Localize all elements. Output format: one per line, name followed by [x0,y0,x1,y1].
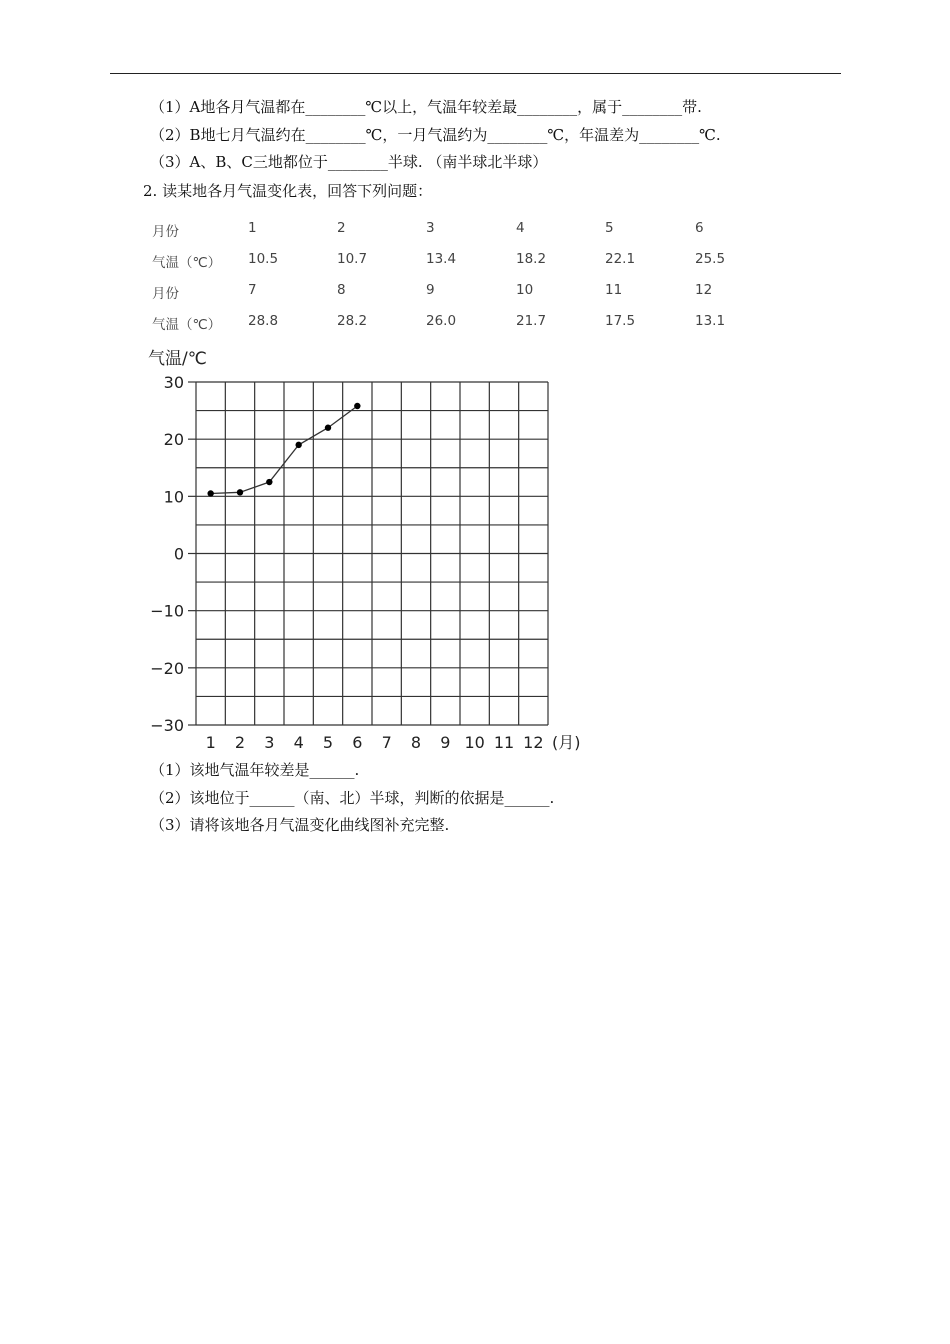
q2-title: 2. 读某地各月气温变化表，回答下列问题： [143,182,433,200]
x-tick-label: 2 [234,733,246,752]
data-point [325,425,331,431]
x-tick-label: 11 [493,733,515,752]
table-cell: 28.2 [337,313,368,329]
y-tick-label: 10 [163,487,184,507]
q1-part1: （1）A地各月气温都在________℃以上，气温年较差最________，属于________带. [150,98,702,116]
table-cell: 月份 [152,286,179,302]
data-point [295,442,301,448]
table-cell: 26.0 [426,313,457,329]
table-cell: 4 [516,220,525,236]
table-cell: 3 [426,220,435,236]
x-tick-label: 3 [264,733,275,752]
y-tick-label: 30 [163,373,184,392]
x-tick-label: 7 [381,733,392,752]
x-tick-label: 8 [410,733,422,752]
table-cell: 13.1 [695,313,726,329]
header-rule [110,73,841,74]
q2-sub2: （2）该地位于______（南、北）半球，判断的依据是______. [150,789,555,807]
y-tick-labels [150,373,196,735]
x-tick-label: 9 [440,733,451,752]
y-tick-label: −20 [150,658,184,678]
y-tick-label: −30 [150,716,184,735]
table-cell: 6 [695,220,704,236]
x-tick-label: 10 [464,733,485,752]
x-tick-label: 4 [293,733,304,752]
table-cell: 17.5 [605,313,636,329]
data-point [266,479,272,485]
table-cell: 8 [337,282,346,298]
data-point [237,489,243,495]
table-cell: 12 [695,282,713,298]
table-cell: 21.7 [516,313,547,329]
table-cell: 18.2 [516,251,547,267]
data-point [207,490,213,496]
x-tick-label: 6 [352,733,363,752]
table-cell: 22.1 [605,251,636,267]
x-axis-label: (月) [552,733,581,752]
table-cell: 气温（℃） [152,255,222,271]
table-cell: 11 [605,282,623,298]
y-axis-label: 气温/℃ [148,349,207,369]
table-cell: 13.4 [426,251,457,267]
table-cell: 10.5 [248,251,279,267]
table-cell: 1 [248,220,257,236]
table-cell: 月份 [152,224,179,240]
table-cell: 10 [516,282,534,298]
x-tick-labels [206,733,544,752]
q2-sub1: （1）该地气温年较差是______. [150,761,360,779]
q2-sub3: （3）请将该地各月气温变化曲线图补充完整. [150,816,450,834]
x-tick-label: 1 [205,733,216,752]
table-cell: 7 [248,282,257,298]
table-cell: 气温（℃） [152,317,222,333]
table-cell: 2 [337,220,346,236]
y-tick-label: 20 [163,430,184,450]
temperature-line-chart [140,342,600,762]
table-cell: 10.7 [337,251,368,267]
y-tick-label: 0 [173,544,184,564]
table-cell: 5 [605,220,614,236]
y-tick-label: −10 [150,601,184,621]
chart-grid [196,382,548,725]
x-tick-label: 5 [322,733,334,752]
table-cell: 25.5 [695,251,726,267]
x-tick-label: 12 [523,733,544,752]
table-cell: 28.8 [248,313,279,329]
q1-part2: （2）B地七月气温约在________℃，一月气温约为________℃，年温差为________℃. [150,126,721,144]
table-cell: 9 [426,282,435,298]
q1-part3: （3）A、B、C三地都位于________半球. （南半球北半球） [150,153,548,171]
data-point [354,403,360,409]
